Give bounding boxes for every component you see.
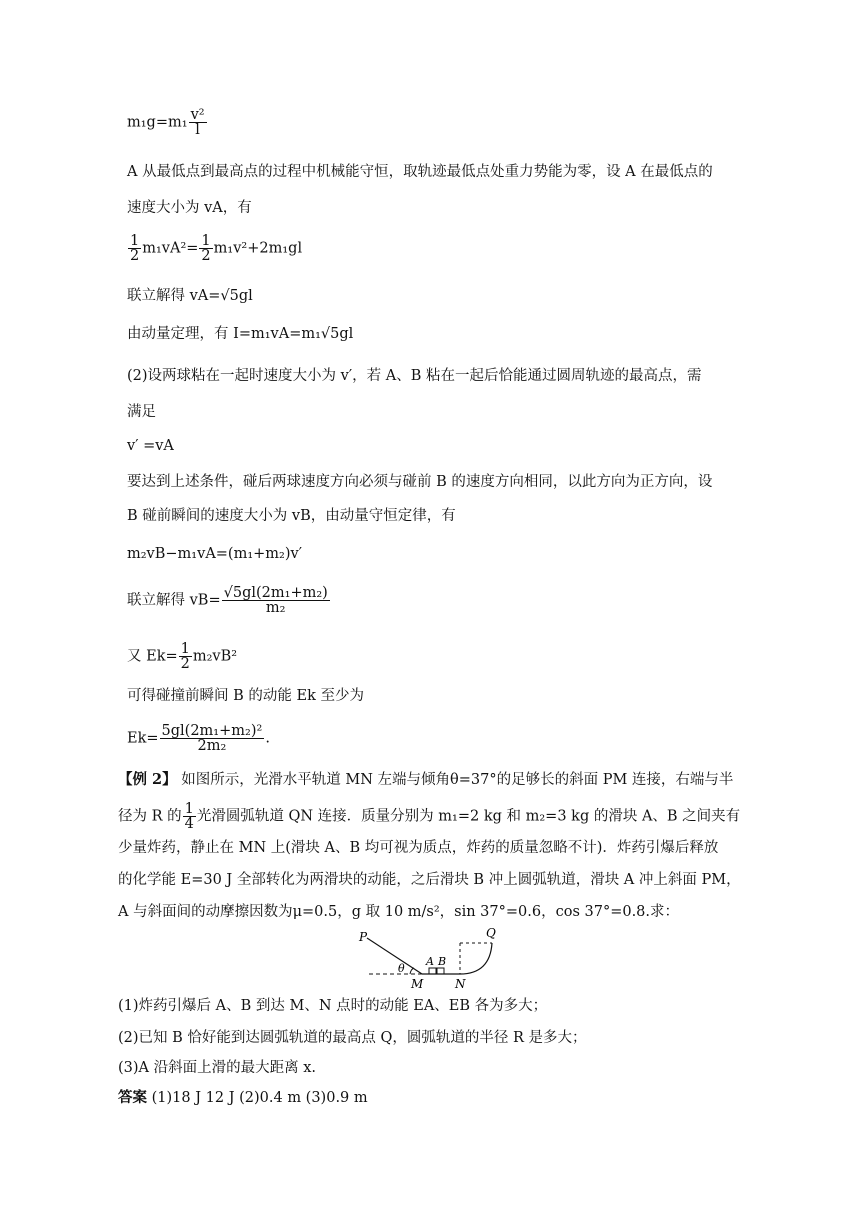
text-line-9: v′ =vA [127, 438, 174, 454]
text-line-2: A 从最低点到最高点的过程中机械能守恒，取轨迹最低点处重力势能为零，设 A 在最低点的 [127, 164, 713, 180]
equation-line-4: $\frac{1}{2}$ m₁vA²= $\frac{1}{2}$ m₁v²+2m₁gl [130, 233, 303, 264]
label-a: A [426, 955, 434, 968]
equation-line-1: m₁g=m₁ $\frac{\text{v²}}{l}$ [127, 107, 205, 138]
example-line-5: A 与斜面间的动摩擦因数为μ=0.5，g 取 10 m/s²，sin 37°=0.6，cos 37°=0.8.求： [118, 904, 680, 920]
example-line-3: 少量炸药，静止在 MN 上(滑块 A、B 均可视为质点，炸药的质量忽略不计)．炸药引爆后释放 [118, 840, 719, 856]
arc-qn [460, 943, 492, 974]
text-line-15: 可得碰撞前瞬间 B 的动能 Ek 至少为 [127, 688, 364, 704]
label-p: P [359, 930, 368, 944]
example-line-2: 径为 R 的 $\frac{1}{4}$ 光滑圆弧轨道 QN 连接．质量分别为 m₁=2 kg 和 m₂=3 kg 的滑块 A、B 之间夹有 [118, 801, 741, 832]
label-n: N [455, 977, 466, 991]
text-line-6: 由动量定理，有 I=m₁vA=m₁√5gl [127, 326, 354, 342]
answer-line: 答案 (1)18 J 12 J (2)0.4 m (3)0.9 m [118, 1089, 368, 1106]
equation-line-13: 联立解得 vB= $\frac{\text{√5gl(2m₁+m₂)}}{\text{m₂}}$ [127, 585, 328, 616]
question-2: (2)已知 B 恰好能到达圆弧轨道的最高点 Q，圆弧轨道的半径 R 是多大； [118, 1030, 587, 1046]
question-1: (1)炸药引爆后 A、B 到达 M、N 点时的动能 EA、EB 各为多大； [118, 998, 548, 1014]
block-b [437, 968, 444, 974]
text-line-7: (2)设两球粘在一起时速度大小为 v′，若 A、B 粘在一起后恰能通过圆周轨迹的最高点，需 [127, 368, 702, 384]
text-line-12: m₂vB−m₁vA=(m₁+m₂)v′ [127, 546, 303, 562]
label-b: B [438, 955, 447, 968]
incline-track-diagram [355, 925, 525, 995]
equation-line-14: 又 Ek= $\frac{1}{2}$ m₂vB² [127, 641, 238, 672]
question-3: (3)A 沿斜面上滑的最大距离 x. [118, 1060, 317, 1076]
text-line-10: 要达到上述条件，碰后两球速度方向必须与碰前 B 的速度方向相同，以此方向为正方向，设 [127, 474, 713, 490]
text-line-3: 速度大小为 vA，有 [127, 200, 252, 216]
example-line-4: 的化学能 E=30 J 全部转化为两滑块的动能，之后滑块 B 冲上圆弧轨道，滑块 A 冲上斜面 PM， [118, 872, 741, 888]
text-line-5: 联立解得 vA=√5gl [127, 288, 253, 304]
example-line-1: 【例 2】 如图所示，光滑水平轨道 MN 左端与倾角θ=37°的足够长的斜面 PM 连接，右端与半 [118, 771, 734, 788]
answer-label: 答案 [118, 1089, 147, 1106]
text-line-8: 满足 [127, 404, 156, 420]
block-a [429, 968, 436, 974]
label-theta: θ [398, 962, 405, 975]
label-q: Q [486, 926, 496, 940]
label-m: M [411, 977, 424, 991]
example-label: 【例 2】 [118, 771, 177, 788]
equation-line-16: Ek= $\frac{\text{5gl(2m₁+m₂)²}}{\text{2m₂}}$ . [127, 723, 270, 754]
text-line-11: B 碰前瞬间的速度大小为 vB，由动量守恒定律，有 [127, 508, 456, 524]
